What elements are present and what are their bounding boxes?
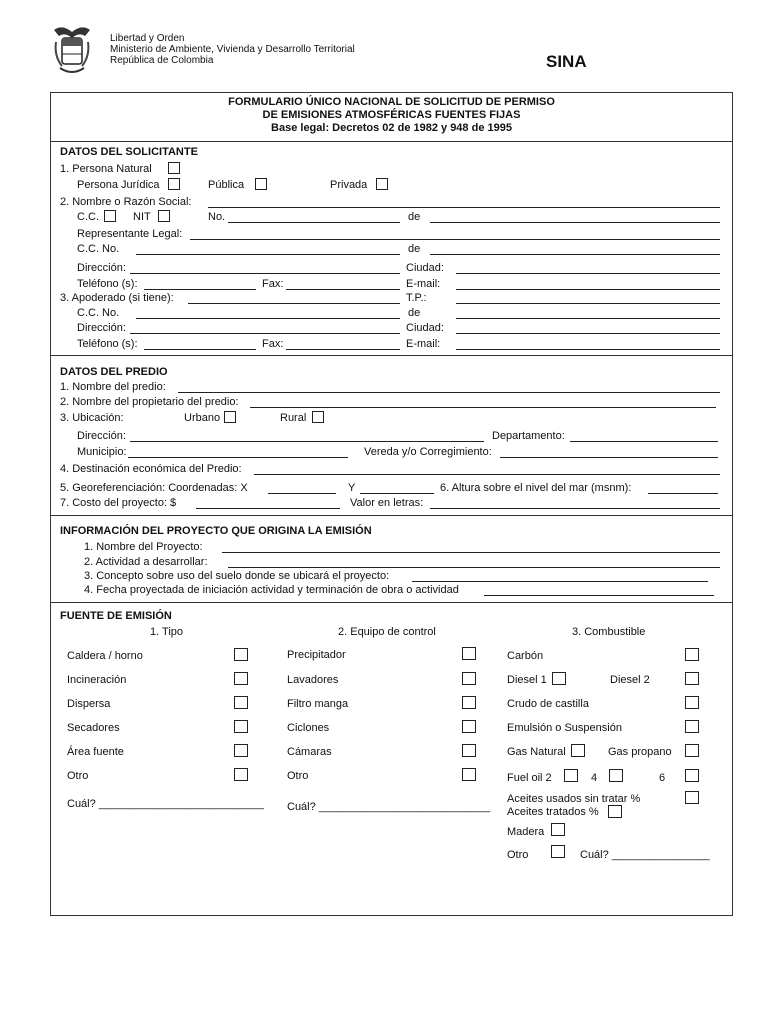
coord-y-label: Y (348, 482, 356, 494)
sina-label: SINA (546, 52, 587, 71)
comb-aceites-tratados-label: Aceites tratados % (507, 806, 599, 818)
apod-direccion-label: Dirección: (77, 322, 126, 334)
comb-fuel-oil-label: Fuel oil 2 (507, 772, 552, 784)
persona-juridica-label: Persona Jurídica (77, 179, 160, 191)
apod-fax-field[interactable] (286, 349, 400, 350)
tipo-dispersa-checkbox[interactable] (234, 696, 248, 709)
comb-otro-label: Otro (507, 849, 529, 861)
predio-nombre-field[interactable] (178, 392, 720, 393)
apod-de-field[interactable] (456, 318, 720, 319)
comb-fuel-4-checkbox[interactable] (609, 769, 623, 782)
equipo-ciclones-label: Ciclones (287, 722, 330, 734)
municipio-field[interactable] (128, 457, 348, 458)
tipo-otro-label: Otro (67, 770, 89, 782)
predio-direccion-label: Dirección: (77, 430, 126, 442)
apod-email-label: E-mail: (406, 338, 441, 350)
section-predio: DATOS DEL PREDIO (60, 366, 168, 378)
ubicacion-label: 3. Ubicación: (60, 412, 124, 424)
comb-otro-checkbox[interactable] (551, 845, 565, 858)
apoderado-field[interactable] (188, 303, 400, 304)
coord-y-field[interactable] (360, 493, 434, 494)
equipo-precipitador-label: Precipitador (287, 649, 346, 661)
comb-gas-natural-checkbox[interactable] (571, 744, 585, 757)
comb-carbon-checkbox[interactable] (685, 648, 699, 661)
tipo-cual-field[interactable]: Cuál? ___________________________ (67, 798, 264, 810)
equipo-lavadores-checkbox[interactable] (462, 672, 476, 685)
persona-natural-label: 1. Persona Natural (60, 163, 152, 175)
comb-fuel-6-label: 6 (659, 772, 666, 784)
privada-label: Privada (330, 179, 368, 191)
altura-field[interactable] (648, 493, 718, 494)
equipo-otro-label: Otro (287, 770, 309, 782)
costo-field[interactable] (196, 508, 340, 509)
publica-checkbox[interactable] (255, 178, 267, 190)
tipo-incineracion-label: Incineración (67, 674, 127, 686)
de-field[interactable] (430, 222, 720, 223)
predio-nombre-label: 1. Nombre del predio: (60, 381, 166, 393)
nit-label: NIT (133, 211, 151, 223)
comb-madera-checkbox[interactable] (551, 823, 565, 836)
proyecto-nombre-field[interactable] (222, 552, 720, 553)
equipo-filtro-label: Filtro manga (287, 698, 349, 710)
apoderado-label: 3. Apoderado (si tiene): (60, 292, 174, 304)
tipo-area-label: Área fuente (67, 746, 124, 758)
direccion-label: Dirección: (77, 262, 126, 274)
propietario-label: 2. Nombre del propietario del predio: (60, 396, 239, 408)
tipo-incineracion-checkbox[interactable] (234, 672, 248, 685)
coord-x-field[interactable] (268, 493, 336, 494)
comb-aceites-usados-checkbox[interactable] (685, 791, 699, 804)
urbano-checkbox[interactable] (224, 411, 236, 423)
rep-de-field[interactable] (430, 254, 720, 255)
apod-ciudad-label: Ciudad: (406, 322, 444, 334)
valor-letras-field[interactable] (430, 508, 720, 509)
ciudad-field[interactable] (456, 273, 720, 274)
comb-diesel1-label: Diesel 1 (507, 674, 547, 686)
col-tipo-header: 1. Tipo (150, 626, 184, 638)
equipo-ciclones-checkbox[interactable] (462, 720, 476, 733)
comb-fuel-4-label: 4 (591, 772, 598, 784)
apod-telefono-label: Teléfono (s): (77, 338, 138, 350)
rep-cc-field[interactable] (136, 254, 400, 255)
equipo-otro-checkbox[interactable] (462, 768, 476, 781)
tipo-dispersa-label: Dispersa (67, 698, 111, 710)
rural-checkbox[interactable] (312, 411, 324, 423)
proyecto-item-1: 1. Nombre del Proyecto: (84, 541, 203, 553)
col-equipo-header: 2. Equipo de control (338, 626, 436, 638)
divider (50, 515, 733, 516)
proyecto-fecha-field[interactable] (484, 595, 714, 596)
form-title-3: Base legal: Decretos 02 de 1982 y 948 de 1995 (271, 122, 512, 134)
comb-gas-propano-checkbox[interactable] (685, 744, 699, 757)
cc-checkbox[interactable] (104, 210, 116, 222)
apod-direccion-field[interactable] (130, 333, 400, 334)
colombia-coat-of-arms-icon (52, 22, 92, 80)
fax-label: Fax: (262, 278, 284, 290)
tp-field[interactable] (456, 303, 720, 304)
tipo-caldera-label: Caldera / horno (67, 650, 143, 662)
rep-cc-label: C.C. No. (77, 243, 120, 255)
divider (50, 602, 733, 603)
email-label: E-mail: (406, 278, 441, 290)
comb-madera-label: Madera (507, 826, 545, 838)
apod-cc-label: C.C. No. (77, 307, 120, 319)
equipo-camaras-checkbox[interactable] (462, 744, 476, 757)
comb-emulsion-label: Emulsión o Suspensión (507, 722, 622, 734)
comb-diesel2-label: Diesel 2 (610, 674, 650, 686)
persona-juridica-checkbox[interactable] (168, 178, 180, 190)
valor-letras-label: Valor en letras: (350, 497, 424, 509)
comb-diesel1-checkbox[interactable] (552, 672, 566, 685)
equipo-precipitador-checkbox[interactable] (462, 647, 476, 660)
tipo-area-checkbox[interactable] (234, 744, 248, 757)
divider (50, 355, 733, 356)
comb-gas-natural-label: Gas Natural (507, 746, 566, 758)
header-line-3: República de Colombia (110, 55, 214, 66)
apod-fax-label: Fax: (262, 338, 284, 350)
nombre-label: 2. Nombre o Razón Social: (60, 196, 192, 208)
comb-diesel2-checkbox[interactable] (685, 672, 699, 685)
representante-field[interactable] (190, 239, 720, 240)
tipo-caldera-checkbox[interactable] (234, 648, 248, 661)
header-line-1: Libertad y Orden (110, 33, 185, 44)
predio-direccion-field[interactable] (130, 441, 484, 442)
section-proyecto: INFORMACIÓN DEL PROYECTO QUE ORIGINA LA EMISIÓN (60, 525, 372, 537)
direccion-field[interactable] (130, 273, 400, 274)
equipo-cual-field[interactable]: Cuál? ____________________________ (287, 801, 491, 813)
georef-label: 5. Georeferenciación: Coordenadas: X (60, 482, 248, 494)
telefono-field[interactable] (144, 289, 256, 290)
rural-label: Rural (280, 412, 307, 424)
de-label: de (408, 211, 421, 223)
tipo-otro-checkbox[interactable] (234, 768, 248, 781)
nit-checkbox[interactable] (158, 210, 170, 222)
equipo-filtro-checkbox[interactable] (462, 696, 476, 709)
tipo-secadores-label: Secadores (67, 722, 120, 734)
tp-label: T.P.: (406, 292, 427, 304)
publica-label: Pública (208, 179, 245, 191)
privada-checkbox[interactable] (376, 178, 388, 190)
proyecto-actividad-field[interactable] (228, 567, 720, 568)
header-line-2: Ministerio de Ambiente, Vivienda y Desarrollo Territorial (110, 44, 355, 55)
proyecto-item-2: 2. Actividad a desarrollar: (84, 556, 208, 568)
no-field[interactable] (228, 222, 400, 223)
destinacion-label: 4. Destinación económica del Predio: (60, 463, 242, 475)
apod-telefono-field[interactable] (144, 349, 256, 350)
divider (50, 141, 733, 142)
rep-de-label: de (408, 243, 421, 255)
comb-fuel-6-checkbox[interactable] (685, 769, 699, 782)
form-title-1: FORMULARIO ÚNICO NACIONAL DE SOLICITUD DE PERMISO (228, 96, 555, 108)
vereda-label: Vereda y/o Corregimiento: (364, 446, 492, 458)
altura-label: 6. Altura sobre el nivel del mar (msnm): (440, 482, 632, 494)
comb-aceites-usados-label: Aceites usados sin tratar % (507, 793, 641, 805)
telefono-label: Teléfono (s): (77, 278, 138, 290)
propietario-field[interactable] (250, 407, 716, 408)
email-field[interactable] (456, 289, 720, 290)
proyecto-item-3: 3. Concepto sobre uso del suelo donde se ubicará el proyecto: (84, 570, 390, 582)
nombre-field[interactable] (208, 207, 720, 208)
apod-cc-field[interactable] (136, 318, 400, 319)
apod-de-label: de (408, 307, 421, 319)
no-label: No. (208, 211, 226, 223)
apod-ciudad-field[interactable] (456, 333, 720, 334)
cc-label: C.C. (77, 211, 99, 223)
comb-carbon-label: Carbón (507, 650, 544, 662)
equipo-lavadores-label: Lavadores (287, 674, 339, 686)
municipio-label: Municipio: (77, 446, 127, 458)
costo-label: 7. Costo del proyecto: $ (60, 497, 177, 509)
section-fuente: FUENTE DE EMISIÓN (60, 610, 172, 622)
comb-crudo-checkbox[interactable] (685, 696, 699, 709)
vereda-field[interactable] (500, 457, 718, 458)
urbano-label: Urbano (184, 412, 221, 424)
apod-email-field[interactable] (456, 349, 720, 350)
tipo-secadores-checkbox[interactable] (234, 720, 248, 733)
equipo-camaras-label: Cámaras (287, 746, 332, 758)
fax-field[interactable] (286, 289, 400, 290)
form-title-2: DE EMISIONES ATMOSFÉRICAS FUENTES FIJAS (262, 109, 521, 121)
col-combustible-header: 3. Combustible (572, 626, 646, 638)
comb-gas-propano-label: Gas propano (608, 746, 672, 758)
destinacion-field[interactable] (254, 474, 720, 475)
section-solicitante: DATOS DEL SOLICITANTE (60, 146, 198, 158)
persona-natural-checkbox[interactable] (168, 162, 180, 174)
proyecto-concepto-field[interactable] (412, 581, 708, 582)
departamento-label: Departamento: (492, 430, 565, 442)
proyecto-item-4: 4. Fecha proyectada de iniciación actividad y terminación de obra o actividad (84, 584, 459, 596)
representante-label: Representante Legal: (77, 228, 183, 240)
comb-fuel-oil2-checkbox[interactable] (564, 769, 578, 782)
ciudad-label: Ciudad: (406, 262, 444, 274)
comb-crudo-label: Crudo de castilla (507, 698, 589, 710)
departamento-field[interactable] (570, 441, 718, 442)
comb-cual-field[interactable]: Cuál? ________________ (580, 849, 710, 861)
comb-aceites-tratados-checkbox[interactable] (608, 805, 622, 818)
comb-emulsion-checkbox[interactable] (685, 720, 699, 733)
